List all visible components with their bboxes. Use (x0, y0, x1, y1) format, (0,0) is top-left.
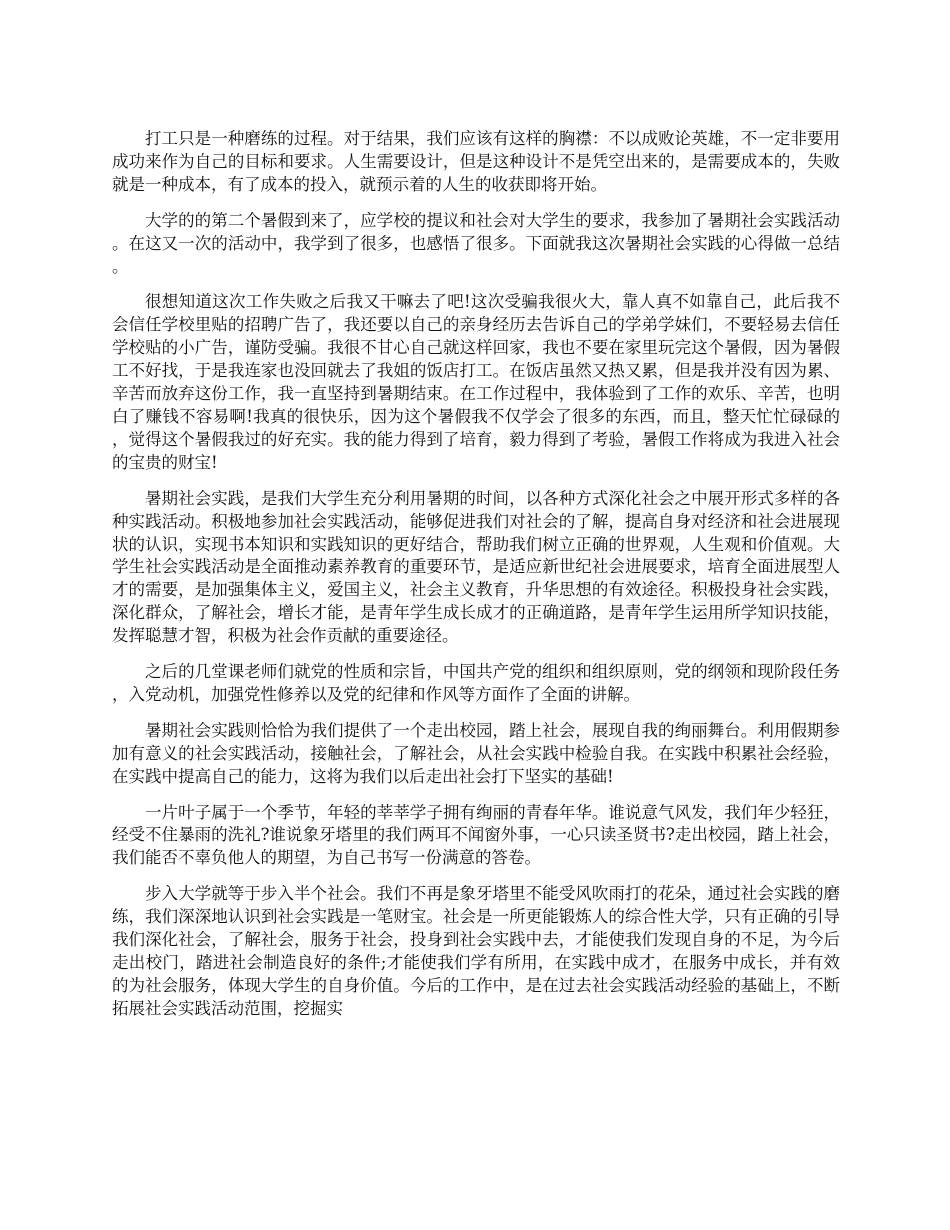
paragraph-8: 步入大学就等于步入半个社会。我们不再是象牙塔里不能受风吹雨打的花朵，通过社会实践的磨练，我们深深地认识到社会实践是一笔财宝。社会是一所更能锻炼人的综合性大学，只有正确的引导我们深化社会，了解社会，服务于社会，投身到社会实践中去，才能使我们发现自身的不足，为今后走出校门，踏进社会制造良好的条件;才能使我们学有所用，在实践中成才，在服务中成长，并有效的为社会服务，体现大学生的自身价值。今后的工作中，是在过去社会实践活动经验的基础上，不断拓展社会实践活动范围，挖掘实 (112, 884, 840, 1018)
paragraph-6: 暑期社会实践则恰恰为我们提供了一个走出校园，踏上社会，展现自我的绚丽舞台。利用假期参加有意义的社会实践活动，接触社会，了解社会，从社会实践中检验自我。在实践中积累社会经验，在实践中提高自己的能力，这将为我们以后走出社会打下坚实的基础! (112, 720, 840, 786)
paragraph-4: 暑期社会实践，是我们大学生充分利用暑期的时间，以各种方式深化社会之中展开形式多样的各种实践活动。积极地参加社会实践活动，能够促进我们对社会的了解，提高自身对经济和社会进展现状的认识，实现书本知识和实践知识的更好结合，帮助我们树立正确的世界观，人生观和价值观。大学生社会实践活动是全面推动素养教育的重要环节，是适应新世纪社会进展要求，培育全面进展型人才的需要，是加强集体主义，爱国主义，社会主义教育，升华思想的有效途径。积极投身社会实践，深化群众，了解社会，增长才能，是青年学生成长成才的正确道路，是青年学生运用所学知识技能，发挥聪慧才智，积极为社会作贡献的重要途径。 (112, 488, 840, 646)
document-body (112, 128, 840, 1034)
paragraph-1: 打工只是一种磨练的过程。对于结果，我们应该有这样的胸襟：不以成败论英雄，不一定非要用成功来作为自己的目标和要求。人生需要设计，但是这种设计不是凭空出来的，是需要成本的，失败就是一种成本，有了成本的投入，就预示着的人生的收获即将开始。 (112, 129, 840, 194)
paragraph-3: 很想知道这次工作失败之后我又干嘛去了吧!这次受骗我很火大，靠人真不如靠自己，此后我不会信任学校里贴的招聘广告了，我还要以自己的亲身经历去告诉自己的学弟学妹们，不要轻易去信任学校贴的小广告，谨防受骗。我很不甘心自己就这样回家，我也不要在家里玩完这个暑假，因为暑假工不好找，于是我连家也没回就去了我姐的饭店打工。在饭店虽然又热又累，但是我并没有因为累、辛苦而放弃这份工作，我一直坚持到暑期结束。在工作过程中，我体验到了工作的欢乐、辛苦，也明白了赚钱不容易啊!我真的很快乐，因为这个暑假我不仅学会了很多的东西，而且，整天忙忙碌碌的，觉得这个暑假我过的好充实。我的能力得到了培育，毅力得到了考验，暑假工作将成为我进入社会的宝贵的财宝! (112, 292, 840, 472)
paragraph-2: 大学的的第二个暑假到来了，应学校的提议和社会对大学生的要求，我参加了暑期社会实践活动。在这又一次的活动中，我学到了很多，也感悟了很多。下面就我这次暑期社会实践的心得做一总结。 (112, 210, 840, 276)
paragraph-5: 之后的几堂课老师们就党的性质和宗旨，中国共产党的组织和组织原则，党的纲领和现阶段任务，入党动机，加强党性修养以及党的纪律和作风等方面作了全面的讲解。 (112, 662, 840, 704)
paragraph-7: 一片叶子属于一个季节，年轻的莘莘学子拥有绚丽的青春年华。谁说意气风发，我们年少轻狂，经受不住暴雨的洗礼?谁说象牙塔里的我们两耳不闻窗外事，一心只读圣贤书?走出校园，踏上社会，我们能否不辜负他人的期望，为自己书写一份满意的答卷。 (112, 802, 840, 868)
